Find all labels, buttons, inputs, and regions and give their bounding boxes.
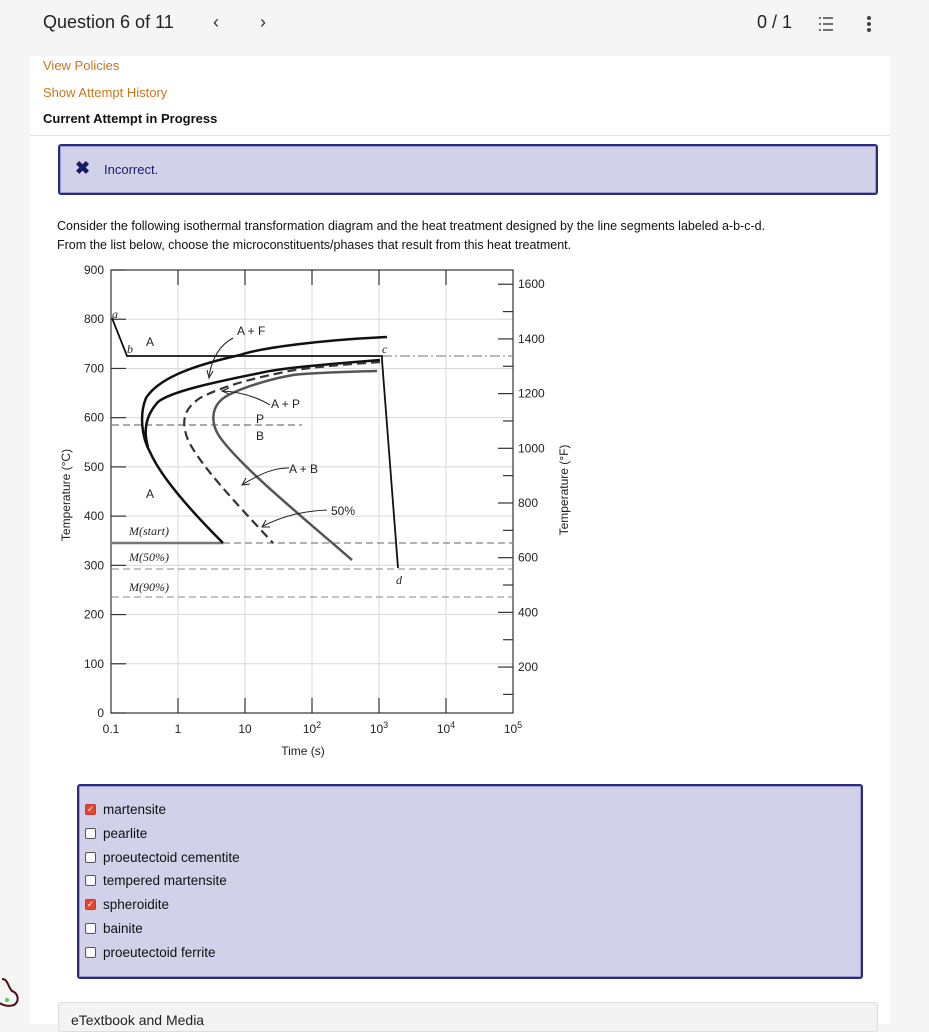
assistant-mascot-icon[interactable] [0,975,22,1016]
checkbox-unchecked[interactable] [85,875,96,886]
y-right-tick-label: 1000 [518,441,545,456]
y-left-tick-label: 100 [83,656,104,671]
label-a: a [112,307,118,321]
checkbox-unchecked[interactable] [85,852,96,863]
question-counter: Question 6 of 11 [43,12,174,32]
y-left-tick-label: 800 [83,312,104,327]
y-right-tick-label: 1200 [518,386,545,401]
checkbox-checked[interactable]: ✓ [86,899,95,910]
label-50-percent: 50% [331,504,356,518]
option-label: martensite [103,802,167,817]
option-label: pearlite [103,825,148,841]
y-left-tick-label: 200 [83,607,104,622]
option-label: proeutectoid ferrite [103,944,216,960]
y-right-tick-label: 600 [518,550,539,565]
label-p: P [256,412,265,426]
label-m-90: M(90%) [129,580,169,594]
y-left-tick-label: 600 [83,410,104,425]
option-martensite[interactable] [85,802,166,817]
x-axis-label: Time (s) [281,744,325,758]
question-text-line1: Consider the following isothermal transformation diagram and the heat treatment designed by the line segments labeled a-b-c-d. [57,219,766,233]
checkbox-unchecked[interactable] [85,923,96,934]
feedback-text: Incorrect. [104,162,159,177]
y-left-tick-label: 400 [83,509,104,524]
option-proeutectoid-ferrite[interactable] [85,945,216,960]
prev-question-button[interactable]: ‹ [213,12,219,32]
label-austenite-bottom: A [146,487,155,501]
option-pearlite[interactable] [85,826,147,841]
label-m-50: M(50%) [129,550,169,564]
view-policies-link[interactable]: View Policies [43,58,120,73]
y-left-tick-label: 500 [83,459,104,474]
option-label: tempered martensite [103,873,227,889]
question-text-line2: From the list below, choose the microconstituents/phases that result from this heat treatment. [57,238,572,252]
x-tick-label: $10^4$ [436,720,456,736]
x-tick-label: $10^2$ [302,720,322,736]
label-a-plus-p: A + P [271,397,301,411]
x-tick-label: $10^3$ [369,720,389,736]
current-attempt-heading: Current Attempt in Progress [43,111,218,126]
score: 0 / 1 [757,12,793,32]
y-left-tick-label: 0 [97,706,104,720]
option-spheroidite[interactable] [85,897,169,912]
y-right-tick-label: 800 [518,495,539,510]
grid [111,270,513,713]
y-right-axis-label: Temperature (°F) [557,444,571,536]
y-left-tick-label: 300 [83,558,104,573]
y-right-tick-label: 400 [518,605,539,620]
label-b-phase: B [256,429,265,443]
option-label: proeutectoid cementite [103,849,240,865]
option-proeutectoid-cementite[interactable] [85,850,240,865]
etextbook-section[interactable] [58,1002,878,1032]
incorrect-x-icon: ✖ [75,158,91,178]
y-left-tick-label: 900 [83,263,104,278]
checkbox-checked[interactable]: ✓ [86,804,95,814]
label-b: b [127,342,133,356]
option-bainite[interactable] [85,921,143,936]
y-left-axis-label: Temperature (°C) [59,448,73,542]
x-tick-label: 1 [174,722,182,736]
y-left-tick-label: 700 [83,361,104,376]
checkbox-unchecked[interactable] [85,947,96,958]
label-c: c [382,342,388,356]
answer-options [77,784,863,979]
label-austenite-top: A [146,335,155,349]
y-right-tick-label: 1600 [518,277,545,292]
option-label: bainite [103,921,143,936]
checkbox-unchecked[interactable] [85,828,96,839]
etextbook-title: eTextbook and Media [71,1012,205,1028]
x-tick-label: $10^5$ [503,720,523,736]
label-d: d [396,573,402,587]
show-attempt-history-link[interactable]: Show Attempt History [43,85,168,100]
option-tempered-martensite[interactable] [85,873,227,888]
label-a-plus-b: A + B [289,462,319,476]
x-tick-label: 0.1 [102,722,120,736]
y-right-tick-label: 200 [518,660,539,675]
option-label: spheroidite [103,897,170,913]
label-m-start: M(start) [129,524,169,538]
next-question-button[interactable]: › [260,12,266,32]
y-right-tick-label: 1400 [518,331,545,346]
x-tick-label: 10 [238,722,252,736]
label-a-plus-f: A + F [237,324,266,338]
